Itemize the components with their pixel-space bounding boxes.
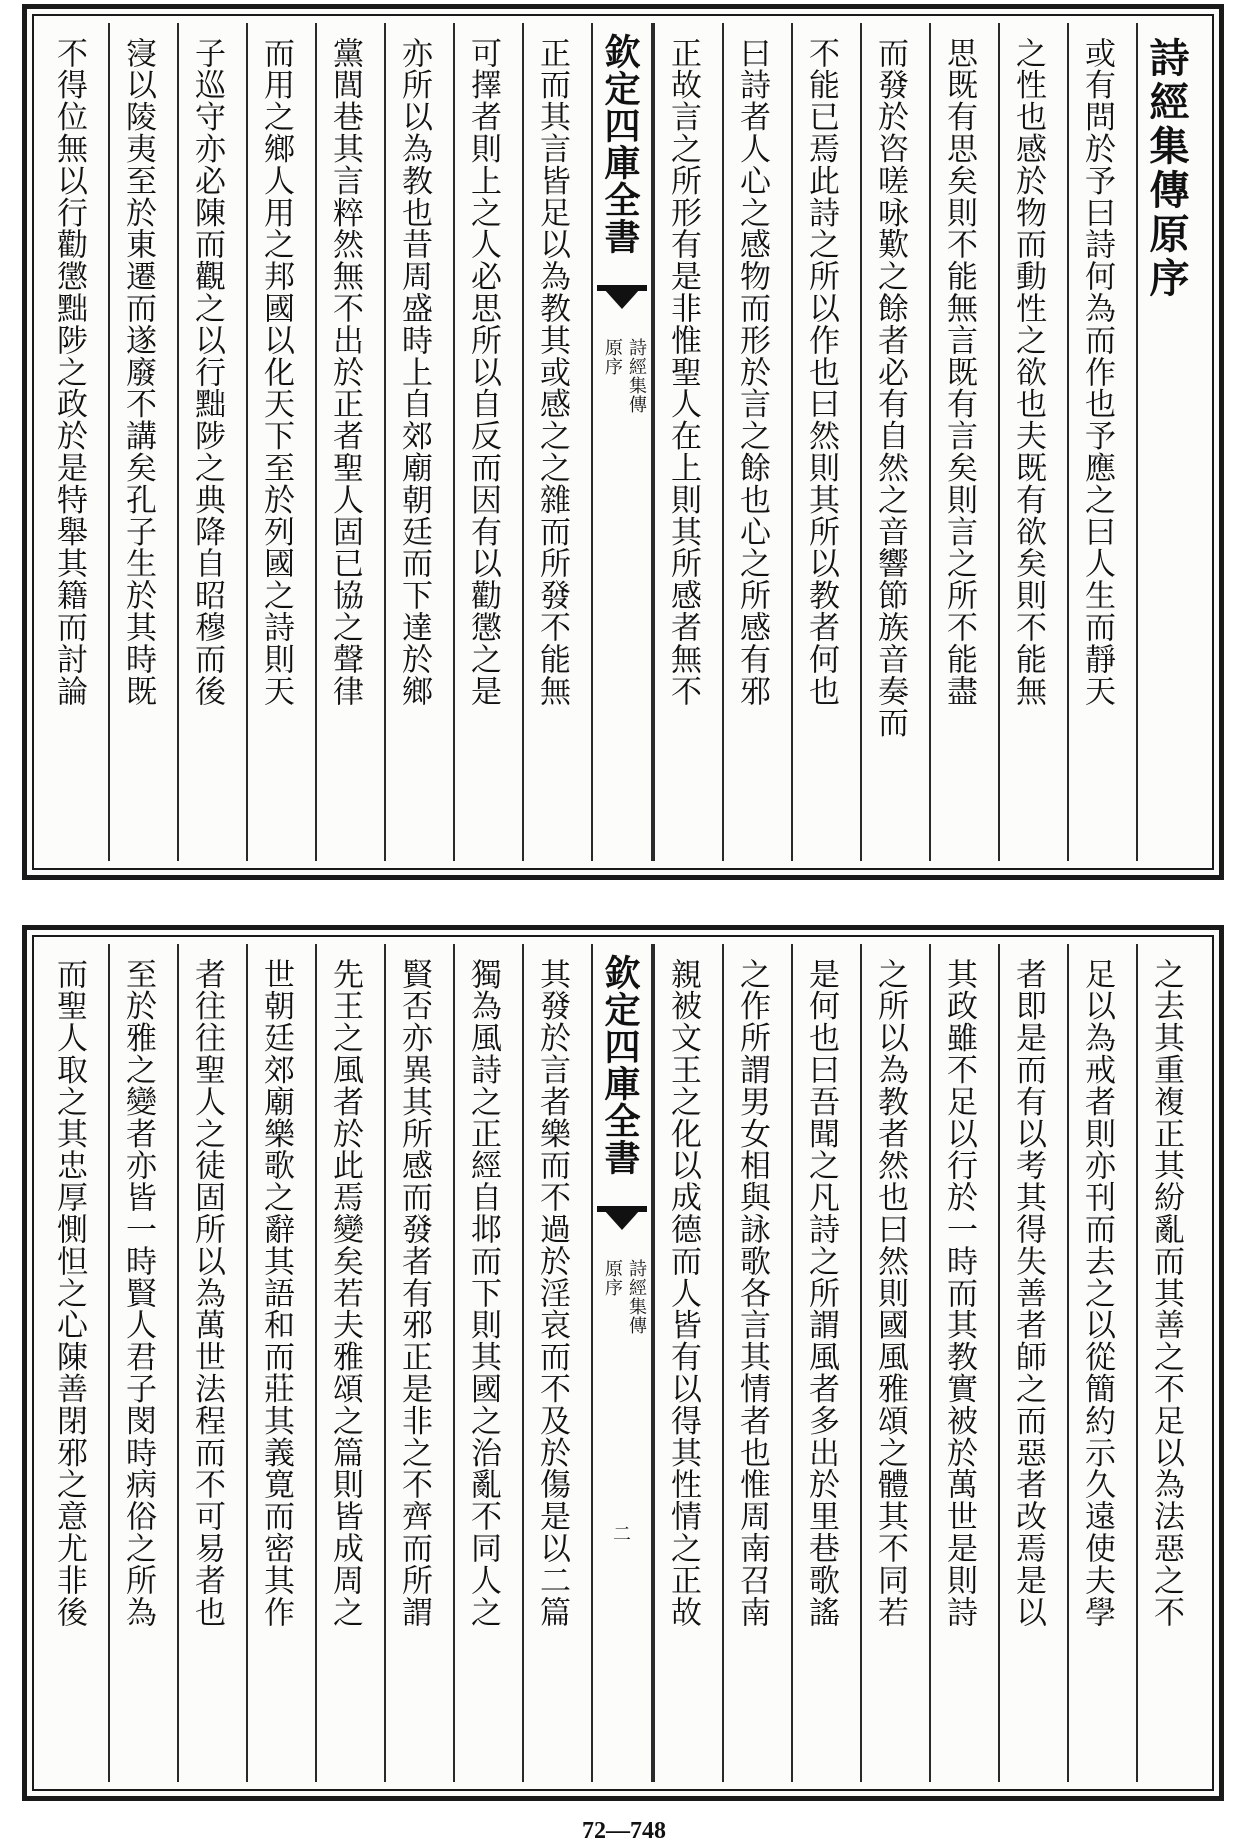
text-column: 寖以陵夷至於東遷而遂廢不講矣孔子生於其時既: [108, 23, 177, 861]
top-page: [22, 4, 1224, 880]
text-column: 親被文王之化以成德而人皆有以得其性情之正故: [653, 944, 722, 1782]
text-column: 之性也感於物而動性之欲也夫既有欲矣則不能無: [998, 23, 1067, 861]
gutter-section-name: 原序: [602, 338, 623, 376]
center-gutter: [591, 23, 653, 861]
text-column: 正故言之所形有是非惟聖人在上則其所感者無不: [653, 23, 722, 861]
folio-number: 二: [610, 1524, 631, 1542]
text-column: 而發於咨嗟咏歎之餘者必有自然之音響節族音奏而: [860, 23, 929, 861]
text-column: 其政雖不足以行於一時而其教實被於萬世是則詩: [929, 944, 998, 1782]
text-column: 之作所謂男女相與詠歌各言其情者也惟周南召南: [722, 944, 791, 1782]
text-column: 至於雅之變者亦皆一時賢人君子閔時病俗之所為: [108, 944, 177, 1782]
text-column: 先王之風者於此焉變矣若夫雅頌之篇則皆成周之: [315, 944, 384, 1782]
fishtail-ornament: [597, 1206, 647, 1240]
text-column: 可擇者則上之人必思所以自反而因有以勸懲之是: [453, 23, 522, 861]
text-column: 黨閭巷其言粹然無不出於正者聖人固已協之聲律: [315, 23, 384, 861]
text-column: 是何也曰吾聞之凡詩之所謂風者多出於里巷歌謠: [791, 944, 860, 1782]
collection-title: 欽定四庫全書: [599, 954, 641, 1176]
text-column: 其發於言者樂而不過於淫哀而不及於傷是以二篇: [522, 944, 591, 1782]
text-column: 者往往聖人之徒固所以為萬世法程而不可易者也: [177, 944, 246, 1782]
bottom-columns: [41, 944, 1205, 1782]
text-column: 或有問於予曰詩何為而作也予應之曰人生而靜天: [1067, 23, 1136, 861]
gutter-section-name: 原序: [602, 1259, 623, 1297]
top-columns: [41, 23, 1205, 861]
text-column: 之去其重複正其紛亂而其善之不足以為法惡之不: [1136, 944, 1205, 1782]
text-column: 賢否亦異其所感而發者有邪正是非之不齊而所謂: [384, 944, 453, 1782]
text-column: 而用之鄉人用之邦國以化天下至於列國之詩則天: [246, 23, 315, 861]
text-column: 不得位無以行勸懲黜陟之政於是特舉其籍而討論: [51, 37, 87, 707]
text-column: 思既有思矣則不能無言既有言矣則言之所不能盡: [929, 23, 998, 861]
bottom-page: [22, 925, 1224, 1801]
text-column: 而聖人取之其忠厚惻怛之心陳善閉邪之意尤非後: [51, 958, 87, 1628]
text-column: 不能已焉此詩之所以作也曰然則其所以教者何也: [791, 23, 860, 861]
fishtail-ornament: [597, 285, 647, 319]
text-column: 世朝廷郊廟樂歌之辭其語和而莊其義寛而密其作: [246, 944, 315, 1782]
text-column: 獨為風詩之正經自邶而下則其國之治亂不同人之: [453, 944, 522, 1782]
gutter-book-name: 詩經集傳: [626, 338, 647, 414]
center-gutter: [591, 944, 653, 1782]
text-column: 之所以為教者然也曰然則國風雅頌之體其不同若: [860, 944, 929, 1782]
gutter-book-title: [599, 1259, 647, 1335]
gutter-book-name: 詩經集傳: [626, 1259, 647, 1335]
text-column: 曰詩者人心之感物而形於言之餘也心之所感有邪: [722, 23, 791, 861]
text-column: 子巡守亦必陳而觀之以行黜陟之典降自昭穆而後: [177, 23, 246, 861]
text-column: 者即是而有以考其得失善者師之而惡者改焉是以: [998, 944, 1067, 1782]
page-number: 72—748: [582, 1818, 666, 1844]
text-column: 亦所以為教也昔周盛時上自郊廟朝廷而下達於鄉: [384, 23, 453, 861]
text-column: 正而其言皆足以為教其或感之之雜而所發不能無: [522, 23, 591, 861]
text-column: 足以為戒者則亦刊而去之以從簡約示久遠使夫學: [1067, 944, 1136, 1782]
preface-title: 詩經集傳原序: [1136, 23, 1205, 861]
collection-title: 欽定四庫全書: [599, 33, 641, 255]
gutter-book-title: [599, 338, 647, 414]
